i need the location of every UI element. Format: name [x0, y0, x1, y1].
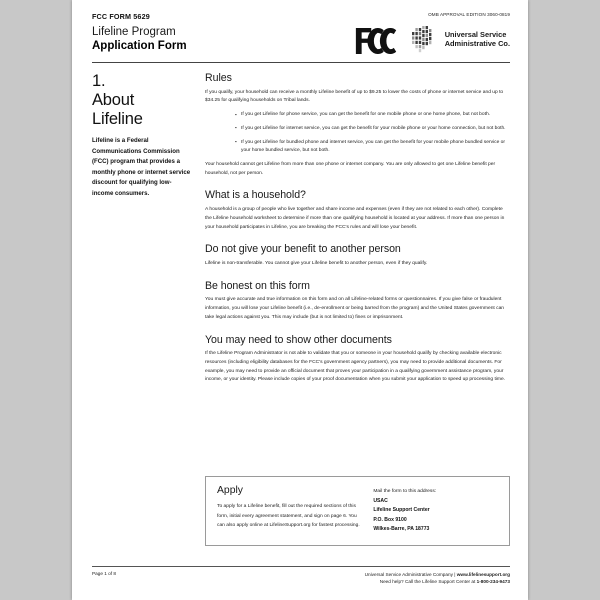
honest-body: You must give accurate and true information on this form and on all Lifeline-related forms or questionnaires. If you give false or fraudulent information, you will lose your Lifeline benefit (i.e., de-enrollment or being barred from the program) and the United States government can take legal actions against you. This may include (but is not limited to) fines or imprisonment. [205, 297, 505, 320]
sidebar-description: Lifeline is a Federal Communications Commission (FCC) program that provides a monthly phone or internet service discount for qualifying low-income consumers. [92, 137, 191, 197]
document-page [72, 0, 528, 600]
footer-org-line [365, 571, 510, 579]
section-number: 1. [92, 72, 106, 90]
address-line: P.O. Box 9100 [373, 516, 407, 523]
usac-name-line1: Universal Service [444, 29, 507, 39]
list-item: ▪ If you get Lifeline for phone service, you can get the benefit for one mobile phone or one home phone, but not both. [235, 111, 510, 120]
fcc-logo-icon [353, 26, 401, 56]
page-content [92, 12, 510, 592]
rules-closing: Your household cannot get Lifeline from more than one phone or internet company. You are only allowed to get one Lifeline benefit per household, not per person. [205, 162, 496, 176]
rules-heading: Rules [205, 72, 232, 84]
household-body: A household is a group of people who live together and share income and expenses (even if they are not related to each other). Complete the Lifeline household worksheet to determine if more than one qualifying household is located at your address. If more than one person in your household participates in Lifeline, you are breaking the FCC's rules and will lose your benefit. [205, 207, 505, 230]
usac-name [445, 30, 510, 49]
household-heading: What is a household? [205, 189, 306, 202]
footer-help-lead: Need help? Call the Lifeline Support Center at [379, 579, 477, 585]
section-title-line1: About [92, 91, 135, 110]
address-line: Lifeline Support Center [373, 507, 430, 514]
honest-heading: Be honest on this form [205, 279, 310, 292]
footer-contact-block [365, 571, 510, 587]
rules-bullet-list [205, 111, 510, 156]
documents-section [205, 334, 510, 386]
usac-name-line2: Administrative Co. [444, 39, 510, 48]
document-footer [92, 566, 510, 586]
transfer-heading: Do not give your benefit to another person [205, 243, 401, 256]
footer-help-phone: 1-800-234-9473 [476, 579, 510, 585]
documents-body: If the Lifeline Program Administrator is not able to validate that you or someone in your household qualify by checking available electronic resources (including eligibility databases for the FCC's government agency partners), you may need to provide additional documents. For example, you may need to provide an official document that proves your participation in a qualifying government assistance program, your income, or your identity. Please include copies of your proof documentation when you submit your application to speed up processing time. [205, 351, 506, 383]
omb-approval-notice: OMB APPROVAL EDITION 3060-0819 [428, 12, 510, 17]
page-number: Page 1 of 8 [92, 570, 116, 576]
address-line: Wilkes-Barre, PA 18773 [373, 526, 430, 533]
footer-website: www.lifelinesupport.org [456, 571, 510, 577]
household-section [205, 189, 510, 232]
transfer-section [205, 243, 510, 268]
rules-section [205, 72, 510, 178]
header-title-block [92, 12, 187, 53]
mailing-address-block [373, 485, 498, 535]
list-item: ▪ If you get Lifeline for internet service, you can get the benefit for your mobile phone or your home connection, but not both. [235, 125, 510, 134]
apply-heading: Apply [217, 485, 243, 496]
honest-section [205, 280, 510, 323]
transfer-body: Lifeline is non-transferable. You cannot give your Lifeline benefit to another person, even if they qualify. [205, 261, 428, 267]
document-body [92, 72, 510, 592]
main-content-column [205, 72, 510, 396]
footer-org-name: Universal Service Administrative Company | [364, 571, 457, 577]
document-header [92, 12, 510, 62]
rules-intro: If you qualify, your household can receive a monthly Lifeline benefit of up to $9.25 to lower the costs of phone or internet service and up to $34.25 for qualifying households on Tribal lands. [205, 89, 504, 104]
apply-instructions-block [217, 485, 373, 535]
section-sidebar [92, 72, 192, 199]
form-type-title: Application Form [92, 39, 187, 52]
footer-row [92, 571, 510, 587]
usac-mosaic-logo-icon [410, 24, 440, 54]
address-lead-text: Mail the form to this address: [373, 489, 437, 494]
footer-divider [92, 566, 510, 567]
apply-instructions: To apply for a Lifeline benefit, fill out the required sections of this form, initial every agreement statement, and sign on page 6. You can also apply online at LifelineSupport.org for fastest processing. [217, 504, 360, 528]
header-logo-block [265, 12, 510, 60]
list-item: ▪ If you get Lifeline for bundled phone and internet service, you can get the benefit for your mobile phone bundled service or your home bundled service, but not both. [235, 139, 510, 156]
usac-logo-block [410, 24, 510, 54]
form-number: FCC FORM 5629 [92, 12, 150, 21]
address-line: USAC [373, 498, 388, 505]
footer-help-line [365, 578, 510, 586]
section-title-line2: Lifeline [92, 110, 143, 129]
documents-heading: You may need to show other documents [205, 333, 392, 346]
header-divider [92, 62, 510, 63]
apply-callout-box [205, 476, 510, 546]
program-title: Lifeline Program [92, 26, 176, 38]
